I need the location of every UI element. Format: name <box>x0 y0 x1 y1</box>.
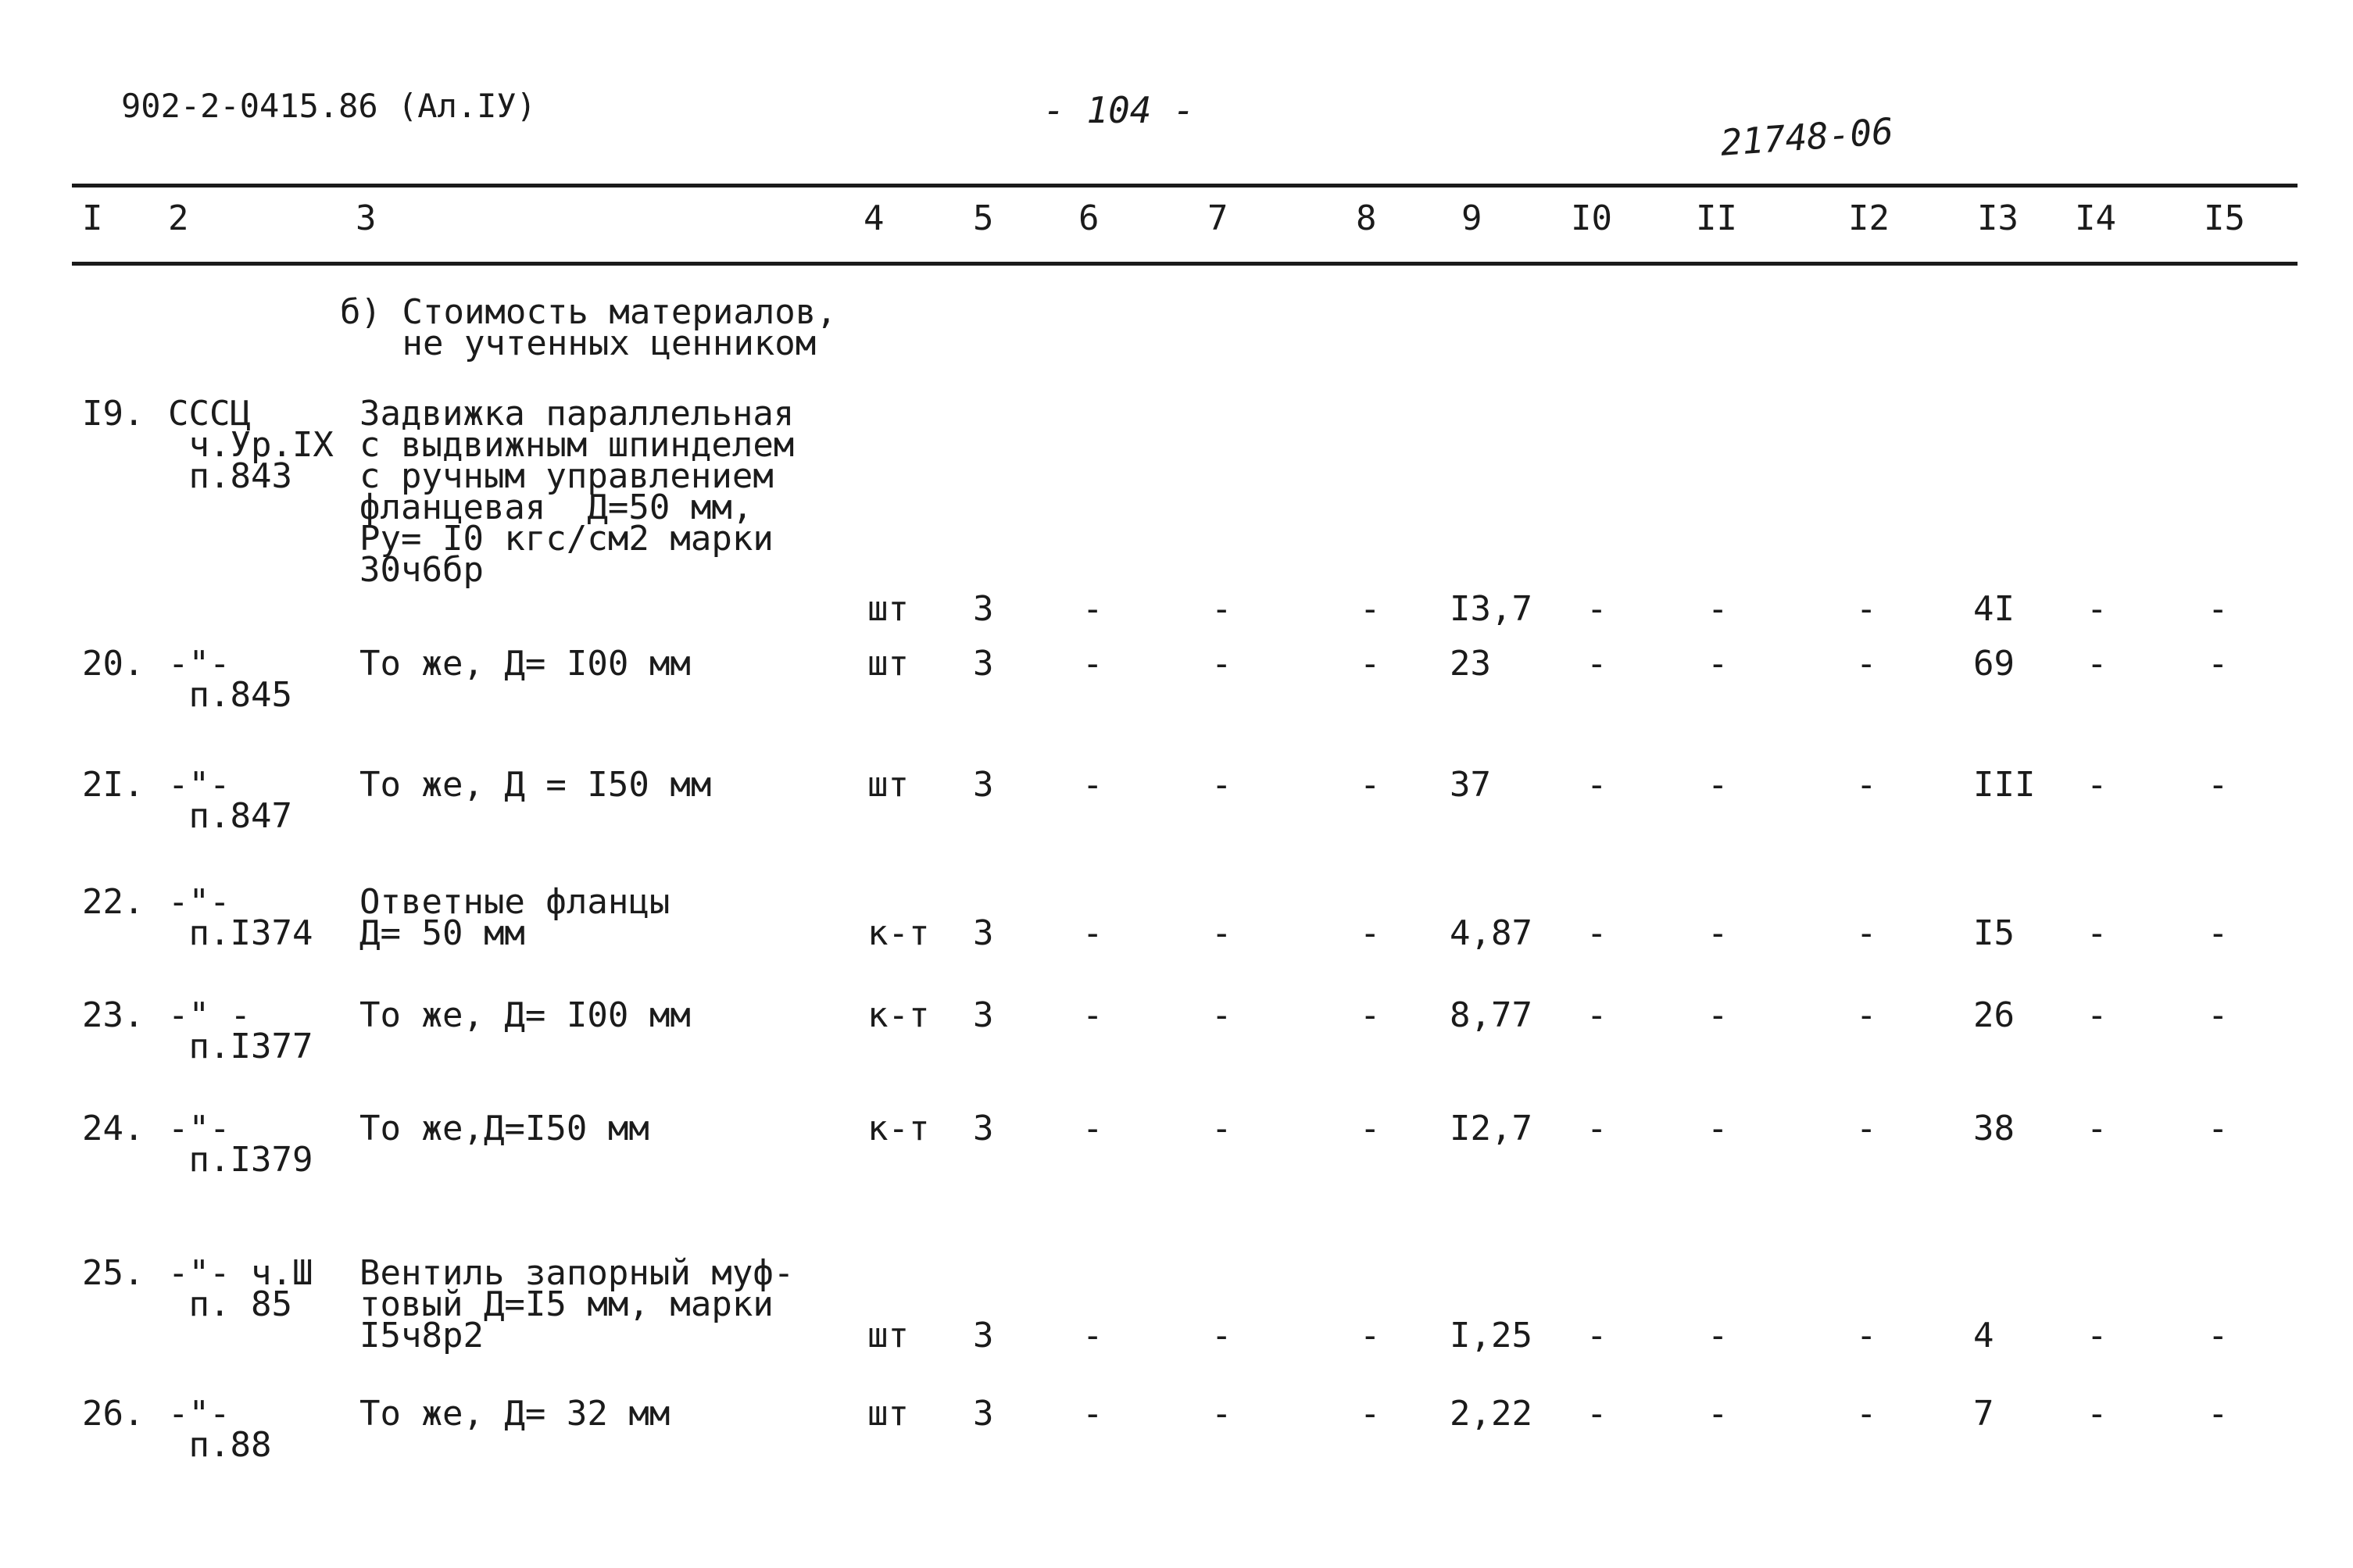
cell-c6: - <box>1082 589 1103 629</box>
cell-c9: 37 <box>1450 765 1491 805</box>
column-header: I <box>82 198 103 238</box>
column-header: I4 <box>2075 198 2116 238</box>
cell-c15: - <box>2208 995 2229 1035</box>
cell-c7: - <box>1211 1109 1232 1148</box>
cell-c14: - <box>2087 1394 2108 1434</box>
cell-c15: - <box>2208 644 2229 684</box>
cell-c7: - <box>1211 913 1232 953</box>
cell-c5: 3 <box>973 589 994 629</box>
column-header: I0 <box>1571 198 1612 238</box>
cell-c13: I5 <box>1973 913 2015 953</box>
cell-c13: 38 <box>1973 1109 2015 1148</box>
cell-c15: - <box>2208 1109 2229 1148</box>
cell-c12: - <box>1856 765 1877 805</box>
page-number: - 104 - <box>1043 89 1195 131</box>
cell-c11: - <box>1708 644 1729 684</box>
cell-c14: - <box>2087 913 2108 953</box>
cell-c12: - <box>1856 1316 1877 1355</box>
cell-c9: I,25 <box>1450 1316 1532 1355</box>
cell-ref: -"- п.I379 <box>168 1109 313 1180</box>
cell-name: Задвижка параллельная с выдвижным шпинделем с ручным управлением фланцевая Д=50 мм, Ру= I0 кгс/см2 марки 30ч6бр <box>359 394 795 590</box>
cell-c7: - <box>1211 1316 1232 1355</box>
cell-c11: - <box>1708 589 1729 629</box>
cell-unit: к-т <box>867 1109 930 1148</box>
cell-c14: - <box>2087 644 2108 684</box>
cell-c7: - <box>1211 995 1232 1035</box>
cell-c9: 8,77 <box>1450 995 1532 1035</box>
cell-c9: 23 <box>1450 644 1491 684</box>
column-header: I2 <box>1848 198 1890 238</box>
header-bottom-rule <box>72 262 2298 266</box>
cell-c10: - <box>1586 1394 1607 1434</box>
cell-c11: - <box>1708 995 1729 1035</box>
cell-unit: шт <box>867 1394 909 1434</box>
cell-c11: - <box>1708 765 1729 805</box>
cell-c14: - <box>2087 995 2108 1035</box>
cell-c14: - <box>2087 765 2108 805</box>
cell-unit: шт <box>867 644 909 684</box>
cell-ref: -"- п.88 <box>168 1394 272 1465</box>
cell-c6: - <box>1082 913 1103 953</box>
cell-c6: - <box>1082 765 1103 805</box>
cell-c9: I3,7 <box>1450 589 1532 629</box>
column-header: 4 <box>864 198 885 238</box>
column-header: 9 <box>1461 198 1482 238</box>
cell-ref: -"- ч.Ш п. 85 <box>168 1253 313 1324</box>
cell-c9: 4,87 <box>1450 913 1532 953</box>
cell-c6: - <box>1082 1394 1103 1434</box>
cell-unit: шт <box>867 765 909 805</box>
cell-c11: - <box>1708 1394 1729 1434</box>
cell-c8: - <box>1360 589 1381 629</box>
cell-c13: 26 <box>1973 995 2015 1035</box>
cell-no: 23. <box>82 995 145 1035</box>
cell-c12: - <box>1856 644 1877 684</box>
column-header: 8 <box>1356 198 1377 238</box>
cell-ref: -" - п.I377 <box>168 995 313 1066</box>
cell-c7: - <box>1211 644 1232 684</box>
cell-c15: - <box>2208 589 2229 629</box>
cell-c13: 4 <box>1973 1316 1994 1355</box>
cell-c8: - <box>1360 1109 1381 1148</box>
cell-c13: 69 <box>1973 644 2015 684</box>
cell-c12: - <box>1856 995 1877 1035</box>
cell-c13: 4I <box>1973 589 2015 629</box>
cell-name: То же, Д= I00 мм <box>359 644 691 684</box>
inventory-number: 21748-06 <box>1718 109 1895 164</box>
column-header: 6 <box>1078 198 1100 238</box>
cell-name: Вентиль запорный муф- товый Д=I5 мм, марки I5ч8р2 <box>359 1253 795 1355</box>
cell-no: 20. <box>82 644 145 684</box>
cell-c6: - <box>1082 644 1103 684</box>
cell-c7: - <box>1211 589 1232 629</box>
cell-c10: - <box>1586 913 1607 953</box>
cell-c8: - <box>1360 913 1381 953</box>
cell-ref: СССЦ ч.Ур.IX п.843 <box>168 394 334 496</box>
cell-c5: 3 <box>973 1394 994 1434</box>
cell-name: Ответные фланцы Д= 50 мм <box>359 882 670 953</box>
column-header: 2 <box>168 198 189 238</box>
cell-name: То же,Д=I50 мм <box>359 1109 649 1148</box>
cell-c15: - <box>2208 1316 2229 1355</box>
cell-no: 22. <box>82 882 145 922</box>
cell-c10: - <box>1586 589 1607 629</box>
column-header: I5 <box>2204 198 2245 238</box>
cell-c8: - <box>1360 1394 1381 1434</box>
cell-c11: - <box>1708 913 1729 953</box>
cell-c12: - <box>1856 1394 1877 1434</box>
cell-c9: 2,22 <box>1450 1394 1532 1434</box>
cell-c11: - <box>1708 1316 1729 1355</box>
column-header: II <box>1696 198 1737 238</box>
section-title: б) Стоимость материалов, не учтенных ценником <box>340 292 837 363</box>
cell-unit: к-т <box>867 995 930 1035</box>
cell-c6: - <box>1082 1109 1103 1148</box>
cell-c15: - <box>2208 913 2229 953</box>
cell-name: То же, Д= 32 мм <box>359 1394 670 1434</box>
cell-c12: - <box>1856 1109 1877 1148</box>
cell-c10: - <box>1586 995 1607 1035</box>
cell-c8: - <box>1360 1316 1381 1355</box>
cell-c7: - <box>1211 1394 1232 1434</box>
cell-c10: - <box>1586 765 1607 805</box>
cell-no: 26. <box>82 1394 145 1434</box>
column-header: 5 <box>973 198 994 238</box>
cell-unit: к-т <box>867 913 930 953</box>
cell-unit: шт <box>867 1316 909 1355</box>
cell-no: I9. <box>82 394 145 434</box>
cell-c6: - <box>1082 1316 1103 1355</box>
cell-c13: III <box>1973 765 2036 805</box>
cell-c8: - <box>1360 765 1381 805</box>
cell-c8: - <box>1360 644 1381 684</box>
column-header: I3 <box>1977 198 2019 238</box>
cell-ref: -"- п.847 <box>168 765 292 836</box>
cell-c12: - <box>1856 589 1877 629</box>
document-code: 902-2-0415.86 (Ал.IУ) <box>121 87 537 125</box>
cell-c8: - <box>1360 995 1381 1035</box>
cell-c10: - <box>1586 1316 1607 1355</box>
cell-c13: 7 <box>1973 1394 1994 1434</box>
cell-c10: - <box>1586 1109 1607 1148</box>
cell-c11: - <box>1708 1109 1729 1148</box>
cell-c10: - <box>1586 644 1607 684</box>
column-header: 3 <box>356 198 377 238</box>
cell-c5: 3 <box>973 765 994 805</box>
cell-c5: 3 <box>973 913 994 953</box>
cell-c15: - <box>2208 765 2229 805</box>
cell-ref: -"- п.845 <box>168 644 292 715</box>
cell-unit: шт <box>867 589 909 629</box>
table-top-rule <box>72 184 2298 188</box>
cell-no: 24. <box>82 1109 145 1148</box>
cell-c15: - <box>2208 1394 2229 1434</box>
cell-c5: 3 <box>973 1109 994 1148</box>
cell-c9: I2,7 <box>1450 1109 1532 1148</box>
cell-c14: - <box>2087 1109 2108 1148</box>
cell-name: То же, Д = I50 мм <box>359 765 712 805</box>
cell-c14: - <box>2087 1316 2108 1355</box>
cell-c14: - <box>2087 589 2108 629</box>
cell-c5: 3 <box>973 644 994 684</box>
cell-ref: -"- п.I374 <box>168 882 313 953</box>
cell-no: 2I. <box>82 765 145 805</box>
cell-c6: - <box>1082 995 1103 1035</box>
cell-c5: 3 <box>973 995 994 1035</box>
cell-no: 25. <box>82 1253 145 1293</box>
cell-c12: - <box>1856 913 1877 953</box>
column-header: 7 <box>1207 198 1228 238</box>
cell-c7: - <box>1211 765 1232 805</box>
cell-c5: 3 <box>973 1316 994 1355</box>
cell-name: То же, Д= I00 мм <box>359 995 691 1035</box>
